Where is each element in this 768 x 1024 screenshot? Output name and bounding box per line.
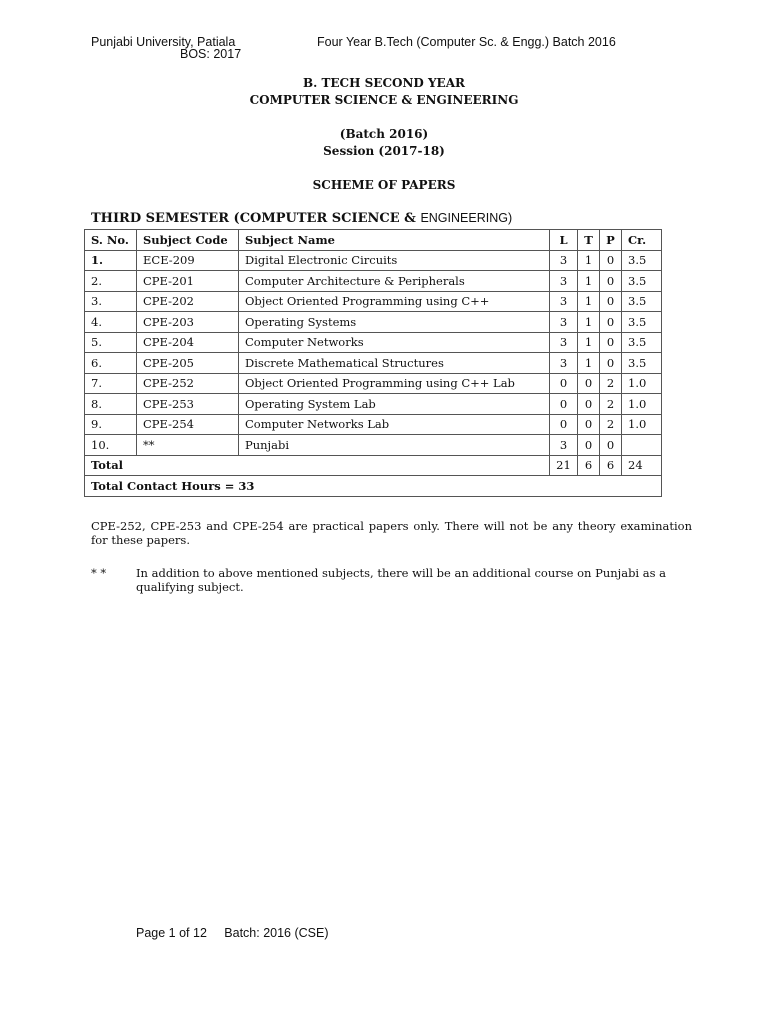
cell-t: 0 bbox=[578, 414, 600, 435]
cell-t: 1 bbox=[578, 332, 600, 353]
cell-t: 0 bbox=[578, 435, 600, 456]
title-year: B. TECH SECOND YEAR bbox=[302, 76, 465, 90]
table-row bbox=[85, 250, 662, 271]
footnote-text: In addition to above mentioned subjects, there will be an additional course on Punjabi as a qualifying subject. bbox=[136, 566, 667, 594]
cell-name: Discrete Mathematical Structures bbox=[239, 353, 550, 374]
cell-code: ** bbox=[137, 435, 239, 456]
cell-code: CPE-203 bbox=[137, 312, 239, 333]
practical-note: CPE-252, CPE-253 and CPE-254 are practical papers only. There will not be any theory examination for these papers. bbox=[91, 519, 692, 547]
cell-sno: 9. bbox=[85, 414, 137, 435]
cell-sno: 10. bbox=[85, 435, 137, 456]
header-sno: S. No. bbox=[85, 230, 137, 251]
title-session: Session (2017-18) bbox=[323, 144, 445, 158]
cell-name: Operating System Lab bbox=[239, 394, 550, 415]
title-scheme: SCHEME OF PAPERS bbox=[312, 178, 456, 192]
cell-sno: 5. bbox=[85, 332, 137, 353]
cell-l: 3 bbox=[550, 353, 578, 374]
cell-t: 1 bbox=[578, 271, 600, 292]
cell-p: 0 bbox=[600, 271, 622, 292]
cell-t: 1 bbox=[578, 291, 600, 312]
cell-cr: 3.5 bbox=[622, 250, 662, 271]
table-row bbox=[85, 394, 662, 415]
total-l: 21 bbox=[550, 455, 578, 476]
cell-code: CPE-252 bbox=[137, 373, 239, 394]
table-row bbox=[85, 373, 662, 394]
title-department: COMPUTER SCIENCE & ENGINEERING bbox=[249, 93, 519, 107]
cell-t: 0 bbox=[578, 373, 600, 394]
table-row bbox=[85, 435, 662, 456]
cell-t: 1 bbox=[578, 312, 600, 333]
cell-l: 0 bbox=[550, 414, 578, 435]
table-total-row bbox=[85, 455, 662, 476]
cell-l: 0 bbox=[550, 373, 578, 394]
cell-name: Object Oriented Programming using C++ bbox=[239, 291, 550, 312]
cell-p: 0 bbox=[600, 250, 622, 271]
cell-cr: 1.0 bbox=[622, 394, 662, 415]
cell-l: 3 bbox=[550, 250, 578, 271]
header-l: L bbox=[550, 230, 578, 251]
table-row bbox=[85, 291, 662, 312]
semester-heading-tail: ENGINEERING) bbox=[420, 211, 513, 225]
cell-code: ECE-209 bbox=[137, 250, 239, 271]
header-t: T bbox=[578, 230, 600, 251]
table-row bbox=[85, 414, 662, 435]
header-program: Four Year B.Tech (Computer Sc. & Engg.) Batch 2016 bbox=[317, 35, 616, 49]
cell-sno: 2. bbox=[85, 271, 137, 292]
total-cr: 24 bbox=[622, 455, 662, 476]
table-row bbox=[85, 353, 662, 374]
cell-t: 0 bbox=[578, 394, 600, 415]
cell-l: 3 bbox=[550, 291, 578, 312]
cell-cr: 1.0 bbox=[622, 414, 662, 435]
header-p: P bbox=[600, 230, 622, 251]
header-cr: Cr. bbox=[622, 230, 662, 251]
header-bos: BOS: 2017 bbox=[180, 47, 242, 61]
cell-code: CPE-254 bbox=[137, 414, 239, 435]
cell-t: 1 bbox=[578, 250, 600, 271]
header-subject-code: Subject Code bbox=[137, 230, 239, 251]
cell-cr: 3.5 bbox=[622, 332, 662, 353]
cell-sno: 4. bbox=[85, 312, 137, 333]
total-p: 6 bbox=[600, 455, 622, 476]
table-row bbox=[85, 312, 662, 333]
cell-cr: 3.5 bbox=[622, 353, 662, 374]
cell-p: 0 bbox=[600, 312, 622, 333]
cell-code: CPE-202 bbox=[137, 291, 239, 312]
cell-cr: 3.5 bbox=[622, 271, 662, 292]
table-row bbox=[85, 332, 662, 353]
cell-p: 0 bbox=[600, 353, 622, 374]
cell-sno: 1. bbox=[85, 250, 137, 271]
cell-name: Operating Systems bbox=[239, 312, 550, 333]
cell-name: Object Oriented Programming using C++ Lab bbox=[239, 373, 550, 394]
table-contact-hours-row bbox=[85, 476, 662, 497]
cell-name: Computer Architecture & Peripherals bbox=[239, 271, 550, 292]
cell-l: 3 bbox=[550, 271, 578, 292]
cell-cr: 3.5 bbox=[622, 291, 662, 312]
cell-t: 1 bbox=[578, 353, 600, 374]
title-batch: (Batch 2016) bbox=[339, 127, 429, 141]
cell-code: CPE-253 bbox=[137, 394, 239, 415]
cell-name: Punjabi bbox=[239, 435, 550, 456]
cell-l: 3 bbox=[550, 332, 578, 353]
total-t: 6 bbox=[578, 455, 600, 476]
footer-page: Page 1 of 12 bbox=[136, 926, 207, 940]
header-subject-name: Subject Name bbox=[239, 230, 550, 251]
cell-p: 0 bbox=[600, 435, 622, 456]
cell-code: CPE-201 bbox=[137, 271, 239, 292]
cell-sno: 6. bbox=[85, 353, 137, 374]
footnote-marker: * * bbox=[91, 566, 107, 580]
table-header-row bbox=[85, 230, 662, 251]
cell-sno: 3. bbox=[85, 291, 137, 312]
cell-sno: 8. bbox=[85, 394, 137, 415]
cell-name: Computer Networks Lab bbox=[239, 414, 550, 435]
cell-l: 3 bbox=[550, 312, 578, 333]
semester-heading bbox=[91, 211, 512, 226]
table-row bbox=[85, 271, 662, 292]
cell-name: Computer Networks bbox=[239, 332, 550, 353]
cell-name: Digital Electronic Circuits bbox=[239, 250, 550, 271]
cell-p: 0 bbox=[600, 332, 622, 353]
contact-hours: Total Contact Hours = 33 bbox=[85, 476, 662, 497]
page-footer bbox=[136, 926, 329, 940]
cell-cr: 3.5 bbox=[622, 312, 662, 333]
cell-p: 2 bbox=[600, 394, 622, 415]
cell-code: CPE-204 bbox=[137, 332, 239, 353]
footer-batch: Batch: 2016 (CSE) bbox=[224, 926, 329, 940]
cell-code: CPE-205 bbox=[137, 353, 239, 374]
scheme-table bbox=[84, 229, 662, 497]
semester-heading-main: THIRD SEMESTER (COMPUTER SCIENCE & bbox=[91, 211, 421, 226]
cell-cr: 1.0 bbox=[622, 373, 662, 394]
cell-p: 2 bbox=[600, 373, 622, 394]
cell-cr bbox=[622, 435, 662, 456]
header-university: Punjabi University, Patiala bbox=[91, 35, 236, 49]
cell-l: 3 bbox=[550, 435, 578, 456]
cell-p: 2 bbox=[600, 414, 622, 435]
total-label: Total bbox=[85, 455, 550, 476]
cell-l: 0 bbox=[550, 394, 578, 415]
cell-p: 0 bbox=[600, 291, 622, 312]
cell-sno: 7. bbox=[85, 373, 137, 394]
